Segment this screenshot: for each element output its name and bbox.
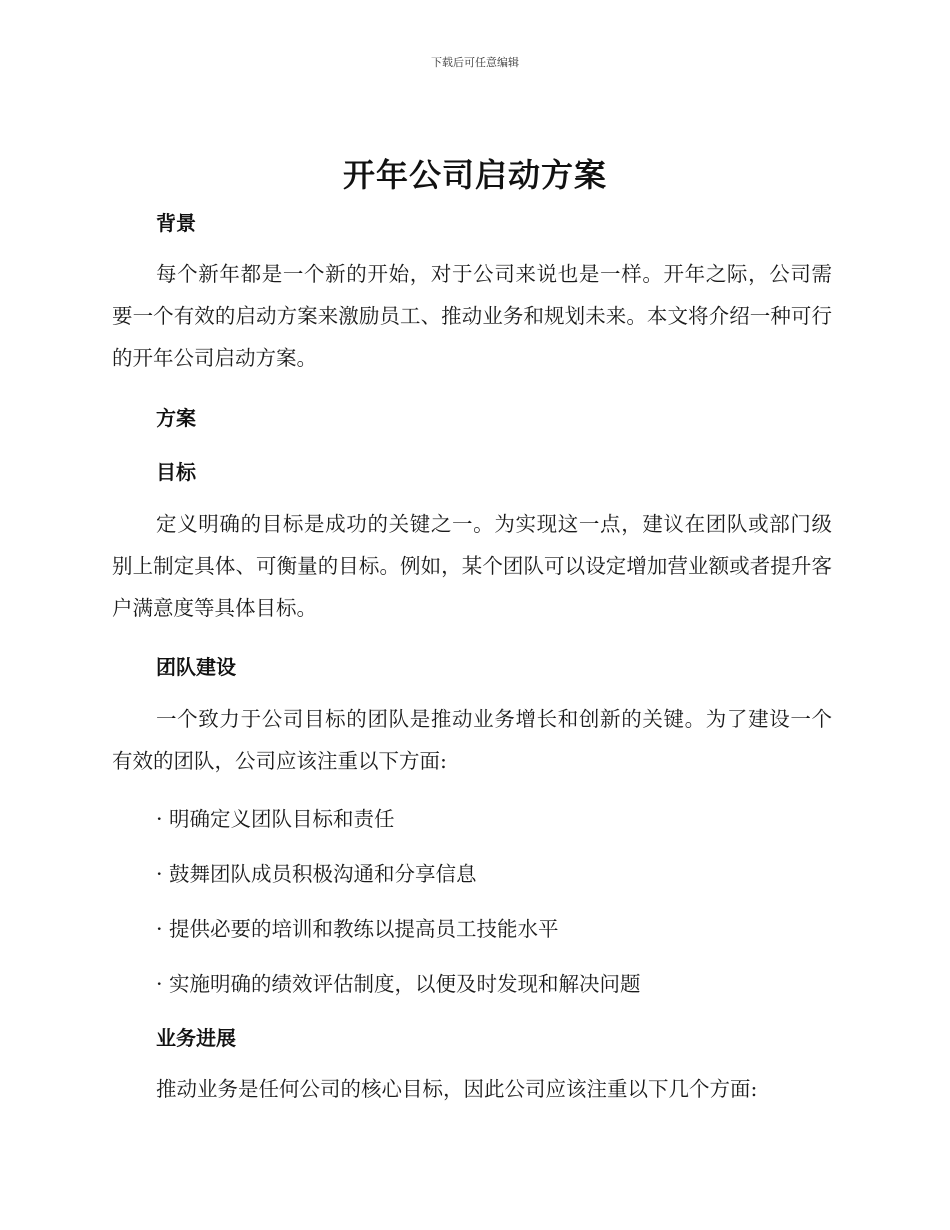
background-paragraph: 每个新年都是一个新的开始，对于公司来说也是一样。开年之际，公司需要一个有效的启动方案来激励员工、推动业务和规划未来。本文将介绍一种可行的开年公司启动方案。 [112, 262, 832, 370]
team-bullet-item: · 实施明确的绩效评估制度，以便及时发现和解决问题 [156, 972, 641, 996]
section-heading-goal: 目标 [156, 460, 196, 484]
team-bullet-item: · 提供必要的培训和教练以提高员工技能水平 [156, 917, 559, 941]
goal-paragraph: 定义明确的目标是成功的关键之一。为实现这一点，建议在团队或部门级别上制定具体、可衡量的目标。例如，某个团队可以设定增加营业额或者提升客户满意度等具体目标。 [112, 512, 832, 620]
section-heading-business: 业务进展 [156, 1026, 236, 1050]
section-heading-plan: 方案 [156, 406, 196, 430]
business-paragraph: 推动业务是任何公司的核心目标，因此公司应该注重以下几个方面: [156, 1077, 758, 1101]
section-heading-background: 背景 [156, 211, 196, 235]
section-heading-team: 团队建设 [156, 655, 236, 679]
team-paragraph: 一个致力于公司目标的团队是推动业务增长和创新的关键。为了建设一个有效的团队，公司应该注重以下方面: [112, 707, 832, 773]
team-bullet-item: · 明确定义团队目标和责任 [156, 807, 395, 831]
document-title: 开年公司启动方案 [342, 156, 607, 194]
team-bullet-item: · 鼓舞团队成员积极沟通和分享信息 [156, 862, 477, 886]
header-note: 下载后可任意编辑 [431, 56, 519, 69]
